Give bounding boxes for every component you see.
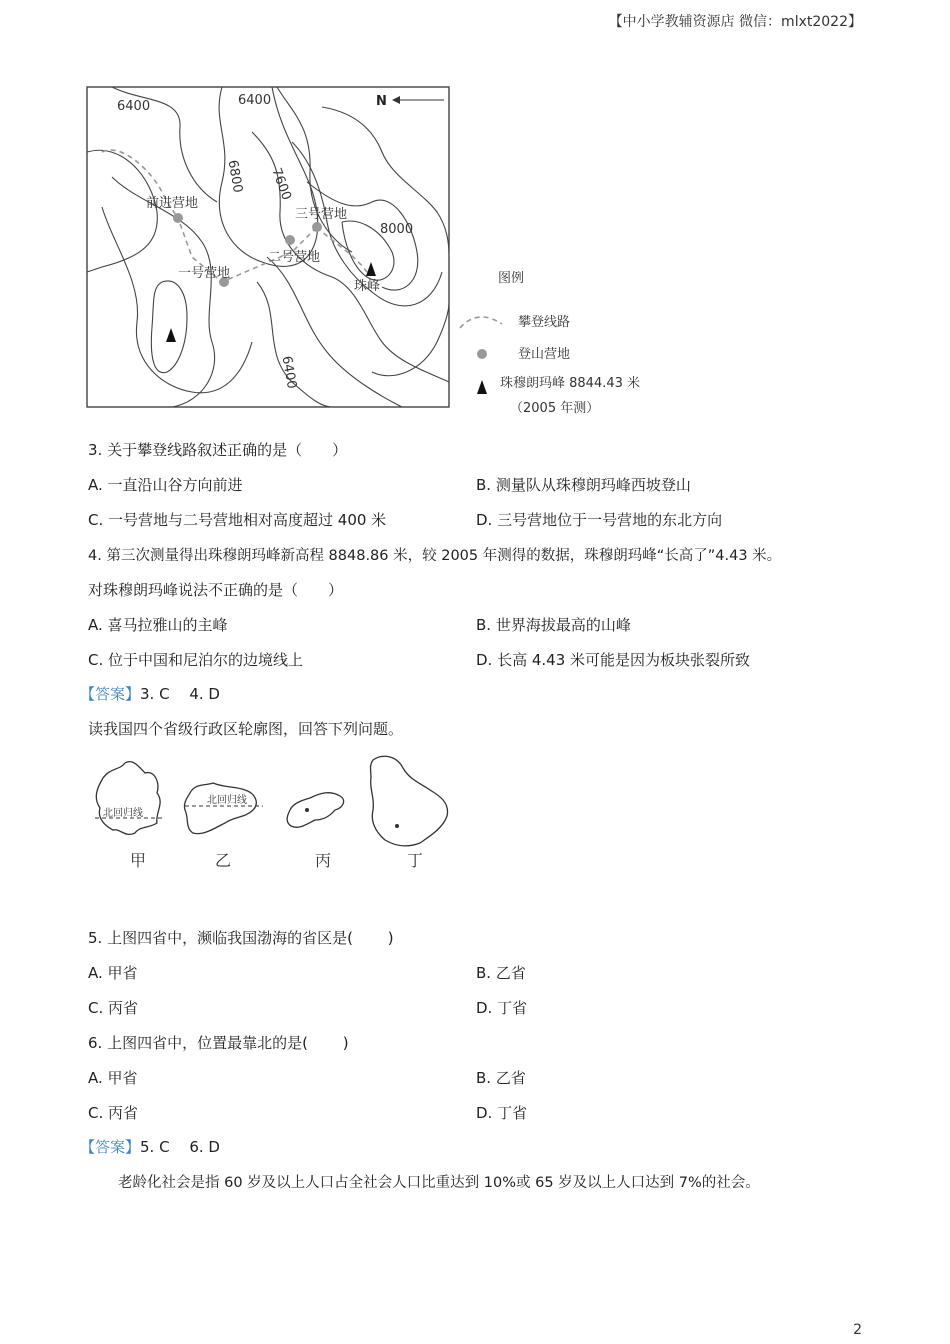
north-label: N: [376, 94, 387, 109]
province-outline-ding: [371, 756, 448, 846]
contour-label: 6800: [224, 158, 246, 195]
contour-label: 6400: [238, 93, 272, 108]
contour-map-figure: [82, 82, 652, 422]
climbing-route-upper: [317, 227, 367, 272]
province-outline-figure: [85, 748, 460, 873]
question-6-option-d[interactable]: D. 丁省: [476, 1104, 528, 1122]
page-number: 2: [853, 1322, 862, 1338]
province-label-jia: 甲: [130, 851, 147, 870]
answer-text: 3. C 4. D: [140, 685, 220, 703]
question-4-option-a[interactable]: A. 喜马拉雅山的主峰: [88, 616, 228, 634]
legend-peak: 珠穆朗玛峰 8844.43 米: [500, 376, 641, 391]
province-outline-bing: [287, 793, 343, 828]
camp-label: 二号营地: [268, 250, 321, 265]
page-header: 【中小学教辅资源店 微信：mlxt2022】: [608, 14, 862, 30]
peak-label: 珠峰: [354, 279, 381, 294]
aging-society-intro: 老龄化社会是指 60 岁及以上人口占全社会人口比重达到 10%或 65 岁及以上人口达到 7%的社会。: [118, 1175, 760, 1191]
legend-route: 攀登线路: [518, 315, 571, 330]
question-4-option-c[interactable]: C. 位于中国和尼泊尔的边境线上: [88, 651, 304, 669]
question-5-option-d[interactable]: D. 丁省: [476, 999, 528, 1017]
question-3-option-c[interactable]: C. 一号营地与二号营地相对高度超过 400 米: [88, 511, 387, 529]
peak-icon: [366, 262, 376, 276]
province-label-bing: 丙: [315, 851, 332, 870]
answer-block-1: [80, 683, 220, 704]
province-outline-yi: [184, 783, 256, 834]
question-4-stem-line1: 4. 第三次测量得出珠穆朗玛峰新高程 8848.86 米，较 2005 年测得的数据，珠穆朗玛峰“长高了”4.43 米。: [88, 548, 782, 564]
legend-title: 图例: [498, 271, 525, 286]
question-3-option-b[interactable]: B. 测量队从珠穆朗玛峰西坡登山: [476, 476, 691, 494]
province-question-intro: 读我国四个省级行政区轮廓图，回答下列问题。: [88, 720, 404, 738]
map-frame: [87, 87, 449, 407]
camp-label: 三号营地: [295, 207, 348, 222]
question-6-option-a[interactable]: A. 甲省: [88, 1069, 138, 1087]
legend-camp-icon: [477, 349, 487, 359]
question-4-option-d[interactable]: D. 长高 4.43 米可能是因为板块张裂所致: [476, 651, 751, 669]
contour-lines: [87, 87, 449, 407]
question-3-stem: 3. 关于攀登线路叙述正确的是（ ）: [88, 441, 348, 459]
contour-label: 6400: [278, 354, 300, 391]
question-3-option-a[interactable]: A. 一直沿山谷方向前进: [88, 476, 243, 494]
capital-dot-bing: [305, 808, 309, 812]
legend-peak-note: （2005 年测）: [510, 401, 600, 416]
question-4-option-b[interactable]: B. 世界海拔最高的山峰: [476, 616, 631, 634]
camp-marker: [312, 222, 322, 232]
question-3-option-d[interactable]: D. 三号营地位于一号营地的东北方向: [476, 511, 723, 529]
question-6-stem: 6. 上图四省中，位置最靠北的是( ): [88, 1034, 349, 1052]
question-5-option-a[interactable]: A. 甲省: [88, 964, 138, 982]
camp-label: 一号营地: [178, 266, 231, 281]
legend-camp: 登山营地: [518, 347, 571, 362]
answer-tag: 【答案】: [80, 685, 141, 703]
legend-peak-icon: [477, 380, 487, 394]
peak-icon: [166, 328, 176, 342]
question-5-stem: 5. 上图四省中，濒临我国渤海的省区是( ): [88, 929, 394, 947]
contour-label: 7600: [268, 166, 294, 203]
camp-marker: [173, 213, 183, 223]
tropic-label: 北回归线: [103, 808, 143, 819]
question-5-option-c[interactable]: C. 丙省: [88, 999, 139, 1017]
capital-dot-ding: [395, 824, 399, 828]
north-arrow-icon: [392, 96, 400, 104]
camp-marker: [285, 235, 295, 245]
question-4-stem-line2: 对珠穆朗玛峰说法不正确的是（ ）: [88, 581, 344, 599]
question-5-option-b[interactable]: B. 乙省: [476, 964, 526, 982]
province-label-yi: 乙: [215, 851, 232, 870]
province-label-ding: 丁: [407, 851, 424, 870]
contour-label: 6400: [117, 99, 151, 114]
question-6-option-c[interactable]: C. 丙省: [88, 1104, 139, 1122]
contour-label: 8000: [380, 222, 414, 237]
tropic-label: 北回归线: [207, 795, 247, 806]
answer-tag: 【答案】: [80, 1138, 141, 1156]
answer-block-2: [80, 1136, 220, 1157]
legend-route-icon: [460, 317, 502, 328]
answer-text: 5. C 6. D: [140, 1138, 220, 1156]
question-6-option-b[interactable]: B. 乙省: [476, 1069, 526, 1087]
camp-label: 前进营地: [146, 196, 199, 211]
province-outline-jia: [96, 762, 160, 835]
